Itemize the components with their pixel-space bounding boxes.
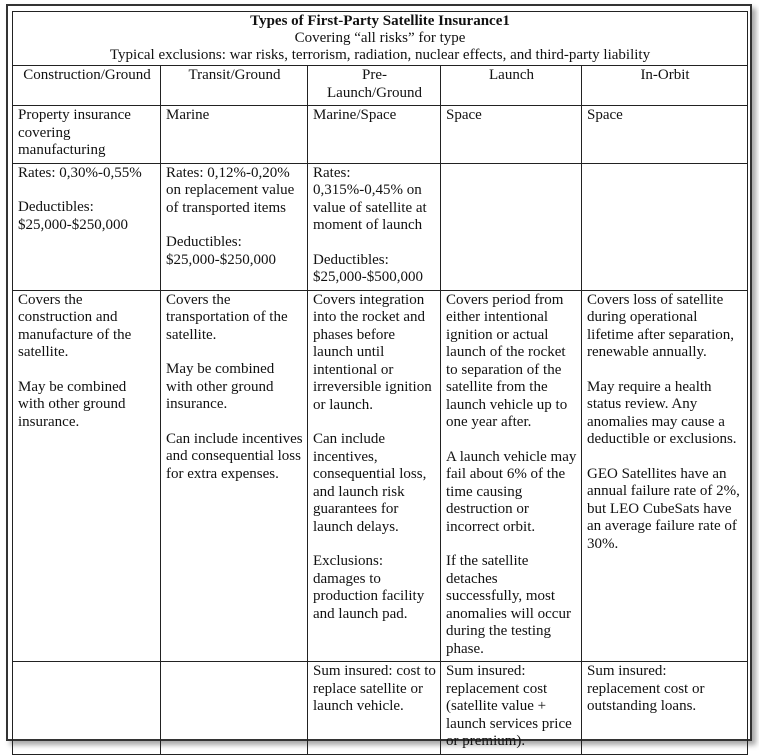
type-launch: Space (441, 106, 582, 164)
deductible-text: Deductibles: $25,000-$250,000 (166, 234, 276, 268)
header-construction: Construction/Ground (13, 66, 161, 106)
rates-construction (13, 163, 161, 290)
coverage-paragraph: If the satellite detaches successfully, most anomalies will occur during the testing phase. (446, 553, 571, 657)
rates-row (13, 163, 748, 290)
coverage-paragraph: May be combined with other ground insurance. (166, 361, 275, 412)
rate-text: Rates: 0,30%-0,55% (18, 164, 142, 181)
sum-insured-transit (161, 662, 308, 755)
rate-text: Rates: 0,315%-0,45% on value of satellite at moment of launch (313, 164, 427, 233)
typical-exclusions: Typical exclusions: war risks, terrorism, radiation, nuclear effects, and third-party liability (109, 47, 651, 63)
table-title: Types of First-Party Satellite Insurance1 (250, 13, 510, 29)
sum-insured-row (13, 662, 748, 755)
sum-insured-launch: Sum insured: replacement cost (satellite value + launch services price or premium). (441, 662, 582, 755)
sum-insured-prelaunch: Sum insured: cost to replace satellite or launch vehicle. (308, 662, 441, 755)
title-row (13, 12, 748, 66)
coverage-paragraph: Covers period from either intentional ignition or actual launch of the rocket to separation of the satellite from the launch vehicle up to one year after. (446, 291, 568, 430)
sum-insured-in-orbit: Sum insured: replacement cost or outstanding loans. (582, 662, 748, 755)
rates-transit (161, 163, 308, 290)
coverage-transit (161, 290, 308, 662)
insurance-type-row (13, 106, 748, 164)
type-construction: Property insurance covering manufacturing (13, 106, 161, 164)
header-row (13, 66, 748, 106)
coverage-paragraph: GEO Satellites have an annual failure rate of 2%, but LEO CubeSats have an average failure rate of 30%. (587, 465, 740, 552)
coverage-paragraph: Covers the transportation of the satellite. (166, 291, 288, 343)
coverage-paragraph: A launch vehicle may fail about 6% of the time causing destruction or incorrect orbit. (446, 448, 577, 535)
coverage-paragraph: May require a health status review. Any anomalies may cause a deductible or exclusions. (587, 378, 737, 447)
coverage-paragraph: Can include incentives and consequential loss for extra expenses. (166, 430, 303, 482)
coverage-paragraph: Can include incentives, consequential loss, and launch risk guarantees for launch delays. (313, 431, 427, 535)
rate-text: Rates: 0,12%-0,20% on replacement value of transported items (166, 164, 295, 216)
header-prelaunch-line-1: Pre- (362, 67, 387, 83)
coverage-prelaunch (308, 290, 441, 662)
satellite-insurance-table (12, 11, 748, 755)
coverage-construction (13, 290, 161, 662)
coverage-in-orbit (582, 290, 748, 662)
deductible-text: Deductibles: $25,000-$500,000 (313, 251, 423, 285)
coverage-paragraph: Exclusions: damages to production facility and launch pad. (313, 553, 425, 622)
deductible-text: Deductibles: $25,000-$250,000 (18, 199, 128, 233)
rates-launch (441, 163, 582, 290)
rates-prelaunch (308, 163, 441, 290)
header-in-orbit: In-Orbit (582, 66, 748, 106)
rates-in-orbit (582, 163, 748, 290)
sum-insured-construction (13, 662, 161, 755)
header-prelaunch (308, 66, 441, 106)
header-prelaunch-line-2: Launch/Ground (327, 84, 422, 101)
coverage-launch (441, 290, 582, 662)
header-launch: Launch (441, 66, 582, 106)
coverage-paragraph: Covers integration into the rocket and phases before launch until intentional or irreversible ignition or launch. (313, 291, 432, 413)
coverage-row (13, 290, 748, 662)
type-in-orbit: Space (582, 106, 748, 164)
coverage-paragraph: May be combined with other ground insurance. (18, 378, 127, 430)
coverage-paragraph: Covers loss of satellite during operational lifetime after separation, renewable annually. (587, 291, 735, 360)
coverage-paragraph: Covers the construction and manufacture of the satellite. (18, 291, 132, 360)
type-prelaunch: Marine/Space (308, 106, 441, 164)
type-transit: Marine (161, 106, 308, 164)
header-transit: Transit/Ground (161, 66, 308, 106)
table-subtitle: Covering “all risks” for type (294, 30, 466, 46)
title-cell (13, 12, 748, 66)
